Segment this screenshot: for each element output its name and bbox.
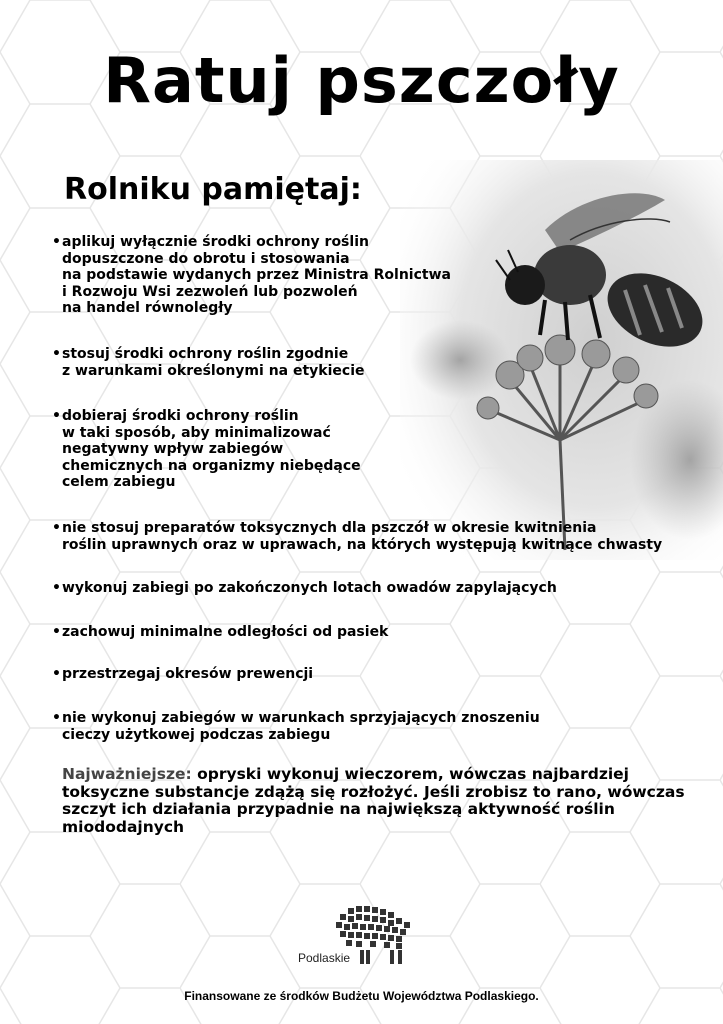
subtitle: Rolniku pamiętaj: [64,172,362,207]
podlaskie-logo-text: Podlaskie [298,951,351,965]
most-important-note [62,766,702,836]
bullet-item: • aplikuj wyłącznie środki ochrony roślin dopuszczone do obrotu i stosowania na podstawie wydanych przez Ministra Rolnictwa i Rozwoju Wsi zezwoleń lub pozwoleń na handel równoległy [52,234,451,317]
footer-funding-note: Finansowane ze środków Budżetu Województwa Podlaskiego. [184,989,539,1003]
bullet-item: • wykonuj zabiegi po zakończonych lotach owadów zapylających [52,580,557,597]
note-label: Najważniejsze: [62,765,192,783]
note-text: opryski wykonuj wieczorem, wówczas najbardziej toksyczne substancje zdążą się rozłożyć. Jeśli zrobisz to rano, wówczas szczyt ich działania przypadnie na największą aktywność roślin miododajnych [62,765,685,836]
bee-on-flower-photo [400,160,723,560]
bullet-item: • dobieraj środki ochrony roślin w taki sposób, aby minimalizować negatywny wpływ zabiegów chemicznych na organizmy niebędące celem zabiegu [52,408,361,491]
bullet-item: • przestrzegaj okresów prewencji [52,666,313,683]
bullet-item: • stosuj środki ochrony roślin zgodnie z warunkami określonymi na etykiecie [52,346,365,379]
bullet-item: • zachowuj minimalne odległości od pasiek [52,624,388,641]
bullet-item: • nie stosuj preparatów toksycznych dla pszczół w okresie kwitnienia roślin uprawnych oraz w uprawach, na których występują kwitnące chwasty [52,520,662,553]
bullet-item: • nie wykonuj zabiegów w warunkach sprzyjających znoszeniu cieczy użytkowej podczas zabiegu [52,710,540,743]
page-title: Ratuj pszczoły [103,44,620,117]
